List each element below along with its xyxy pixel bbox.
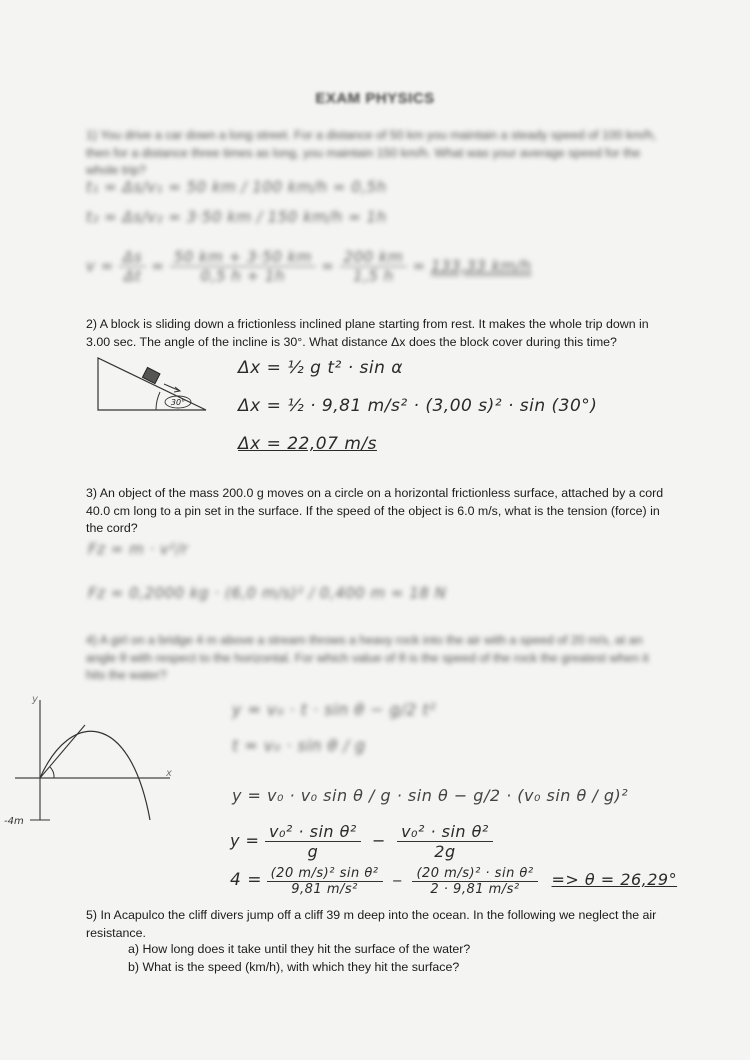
q1-fraction-3 — [340, 248, 408, 285]
q4-work-line-5: 4 = $\frac{\text{(20 m/s)² sin θ²}}{\text{9,81 m/s²}}$ − $\frac{\text{(20 m/s)² · sin θ²}}{\text{2 · 9,81 m/s²}}$ => θ = 26,29° — [230, 866, 678, 897]
graph-y-label: y — [32, 694, 38, 705]
q1-den-1: Δt — [123, 267, 142, 285]
q4-result: => θ = 26,29° — [551, 870, 678, 889]
incline-diagram — [96, 356, 216, 416]
q1-num-2: 50 km + 3·50 km — [170, 248, 316, 267]
q4-work-line-1: y = v₀ · t · sin θ − g/2 t² — [232, 700, 437, 719]
question-5b: b) What is the speed (km/h), with which they hit the surface? — [128, 959, 460, 974]
graph-x-label: x — [166, 768, 172, 779]
question-5-subparts — [128, 941, 668, 976]
q4-l5-fraction-b — [412, 866, 537, 897]
question-5-text: 5) In Acapulco the cliff divers jump off a cliff 39 m deep into the ocean. In the following we neglect the air resistance. — [86, 908, 657, 940]
q4-l5-b-num: (20 m/s)² · sin θ² — [412, 866, 537, 882]
q4-l5-a-den: 9,81 m/s² — [291, 882, 358, 897]
q2-formula-line-3: Δx = 22,07 m/s — [238, 434, 377, 454]
question-1-text: 1) You drive a car down a long street. For a distance of 50 km you maintain a steady speed of 100 km/h, then for a distance three times as long, you maintain 150 km/h. What was your average speed for the whole trip? — [86, 128, 657, 177]
q2-formula-line-2: Δx = ½ · 9,81 m/s² · (3,00 s)² · sin (30°) — [238, 396, 598, 416]
q4-l5-a-num: (20 m/s)² sin θ² — [267, 866, 383, 882]
q1-t2-work: t₂ = Δs/v₂ = 3·50 km / 150 km/h = 1h — [86, 208, 387, 226]
q4-l4-fraction-a — [265, 822, 361, 861]
q4-work-line-3: y = v₀ · v₀ sin θ / g · sin θ − g/2 · (v₀ sin θ / g)² — [232, 786, 629, 805]
q4-l5-b-den: 2 · 9,81 m/s² — [430, 882, 520, 897]
graph-depth-label: -4m — [4, 816, 24, 827]
q4-work-line-2: t = v₀ · sin θ / g — [232, 736, 366, 755]
q4-l4-fraction-b — [397, 822, 493, 861]
q4-l4-a-den: g — [307, 842, 319, 861]
question-3-text: 3) An object of the mass 200.0 g moves on a circle on a horizontal frictionless surface, attached by a cord 40.0 cm long to a pin set in the surface. If the speed of the object is 6.0 m/s, what is the tension (force) in the cord? — [86, 486, 664, 535]
q1-den-2: 0,5 h + 1h — [200, 267, 285, 285]
question-2-text: 2) A block is sliding down a frictionless inclined plane starting from rest. It makes the whole trip down in 3.00 sec. The angle of the incline is 30°. What distance Δx does the block cover during this time? — [86, 317, 649, 349]
q4-l4-b-den: 2g — [434, 842, 456, 861]
q2-formula-line-1: Δx = ½ g t² · sin α — [238, 358, 403, 378]
question-5a: a) How long does it take until they hit the surface of the water? — [128, 942, 471, 956]
exam-title: EXAM PHYSICS — [315, 90, 435, 107]
q3-work-line-2: Fz = 0,2000 kg · (6,0 m/s)² / 0,400 m = 18 N — [88, 584, 447, 602]
trajectory-diagram — [4, 690, 180, 840]
q4-l4-b-num: v₀² · sin θ² — [397, 822, 493, 842]
q1-den-3: 1,5 h — [353, 267, 394, 285]
q1-t1-work: t₁ = Δs/v₁ = 50 km / 100 km/h = 0,5h — [86, 178, 387, 196]
q1-v-lhs: v = — [86, 257, 114, 275]
question-4-text: 4) A girl on a bridge 4 m above a stream throws a heavy rock into the air with a speed of 20 m/s, at an angle θ with respect to the horizontal. For which value of θ is the speed of the rock the greatest when it hits the water? — [86, 633, 649, 682]
q4-l5-fraction-a — [267, 866, 383, 897]
q4-l5-lhs: 4 = — [230, 870, 262, 890]
q1-num-1: Δs — [119, 248, 146, 267]
q1-velocity-work: v = $\frac{\Delta s}{\Delta t}$ = $\frac{50 km + 3\cdot 50 km}{0,5 h + 1h}$ = $\frac{200 km}{1,5 h}$ = 133,33 km/h — [86, 248, 532, 285]
q1-fraction-1 — [119, 248, 146, 285]
q1-result: 133,33 km/h — [430, 257, 532, 275]
q3-work-line-1: Fz = m · v²/r — [88, 540, 189, 558]
q4-l4-a-num: v₀² · sin θ² — [265, 822, 361, 842]
incline-angle-label: 30° — [170, 398, 186, 407]
q4-work-line-4: y = $\frac{\text{v₀² · sin θ²}}{g}$ − $\frac{\text{v₀² · sin θ²}}{2g}$ — [230, 822, 493, 861]
q1-num-3: 200 km — [340, 248, 408, 267]
q1-fraction-2 — [170, 248, 316, 285]
